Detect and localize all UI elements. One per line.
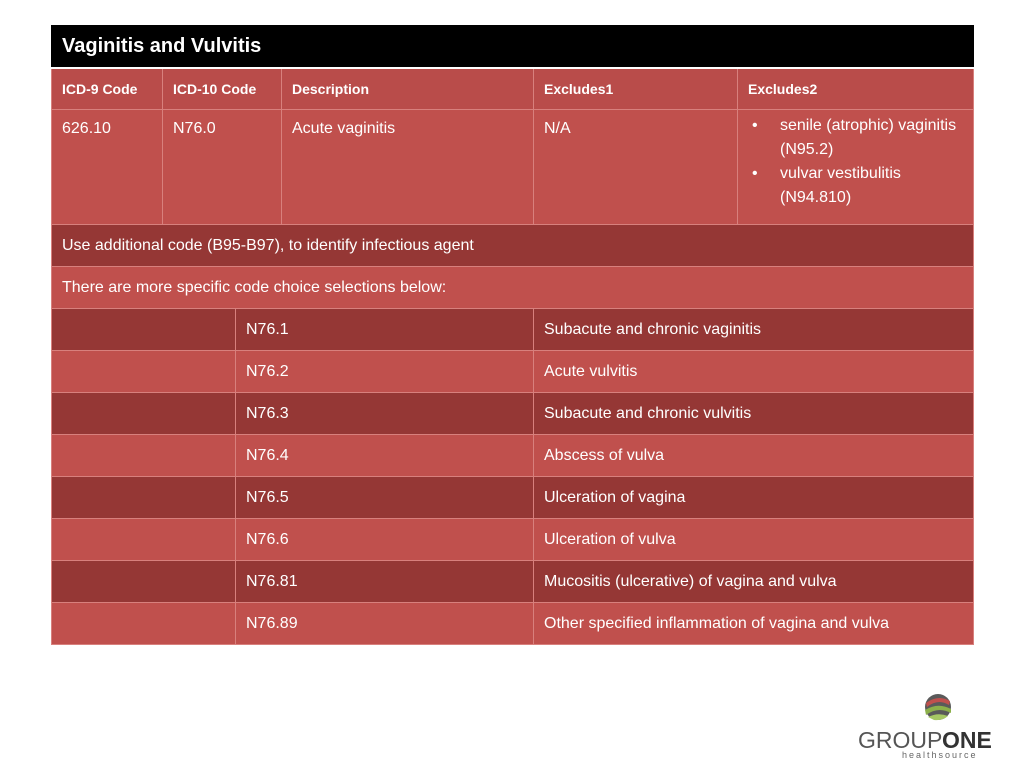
- header-icd9: ICD-9 Code: [52, 68, 163, 110]
- excludes2-list: [748, 114, 963, 210]
- sub-description: Mucositis (ulcerative) of vagina and vulva: [534, 561, 974, 603]
- main-icd10-code: N76.0: [163, 110, 282, 225]
- logo-word-one: ONE: [942, 727, 992, 753]
- excludes2-item: • vulvar vestibulitis (N94.810): [780, 162, 963, 210]
- sub-code: N76.4: [236, 435, 534, 477]
- sub-row-spacer: [52, 351, 236, 393]
- additional-code-note-row: [52, 225, 974, 267]
- table-row: [52, 561, 974, 603]
- main-description: Acute vaginitis: [282, 110, 534, 225]
- sub-code: N76.89: [236, 603, 534, 645]
- groupone-logo: [856, 690, 1016, 760]
- sub-description: Other specified inflammation of vagina and vulva: [534, 603, 974, 645]
- header-row: [52, 68, 974, 110]
- main-entry-row: [52, 110, 974, 225]
- groupone-logo-graphic: [856, 690, 1016, 760]
- sub-row-spacer: [52, 477, 236, 519]
- sub-row-spacer: [52, 435, 236, 477]
- table-row: [52, 477, 974, 519]
- excludes2-item: • senile (atrophic) vaginitis (N95.2): [780, 114, 963, 162]
- header-icd10: ICD-10 Code: [163, 68, 282, 110]
- more-specific-note: There are more specific code choice selections below:: [52, 267, 974, 309]
- table-row: [52, 309, 974, 351]
- sub-row-spacer: [52, 519, 236, 561]
- icd-code-table: [51, 25, 974, 645]
- sub-description: Acute vulvitis: [534, 351, 974, 393]
- sub-row-spacer: [52, 603, 236, 645]
- globe-icon: [925, 694, 951, 720]
- sub-code: N76.1: [236, 309, 534, 351]
- main-excludes2: [738, 110, 974, 225]
- table-row: [52, 519, 974, 561]
- sub-row-spacer: [52, 309, 236, 351]
- table-row: [52, 393, 974, 435]
- sub-code: N76.2: [236, 351, 534, 393]
- sub-code: N76.3: [236, 393, 534, 435]
- logo-word-group: GROUP: [858, 727, 943, 753]
- sub-description: Subacute and chronic vaginitis: [534, 309, 974, 351]
- table-row: [52, 603, 974, 645]
- logo-tagline: healthsource: [902, 750, 978, 760]
- sub-code: N76.5: [236, 477, 534, 519]
- sub-description: Abscess of vulva: [534, 435, 974, 477]
- table-row: [52, 351, 974, 393]
- sub-row-spacer: [52, 561, 236, 603]
- sub-description: Ulceration of vagina: [534, 477, 974, 519]
- main-icd9-code: 626.10: [52, 110, 163, 225]
- header-excludes2: Excludes2: [738, 68, 974, 110]
- sub-description: Ulceration of vulva: [534, 519, 974, 561]
- table-row: [52, 435, 974, 477]
- page-title: Vaginitis and Vulvitis: [52, 26, 974, 69]
- main-excludes1: N/A: [534, 110, 738, 225]
- sub-code: N76.81: [236, 561, 534, 603]
- sub-code: N76.6: [236, 519, 534, 561]
- sub-description: Subacute and chronic vulvitis: [534, 393, 974, 435]
- header-description: Description: [282, 68, 534, 110]
- more-specific-note-row: [52, 267, 974, 309]
- header-excludes1: Excludes1: [534, 68, 738, 110]
- sub-row-spacer: [52, 393, 236, 435]
- additional-code-note: Use additional code (B95-B97), to identify infectious agent: [52, 225, 974, 267]
